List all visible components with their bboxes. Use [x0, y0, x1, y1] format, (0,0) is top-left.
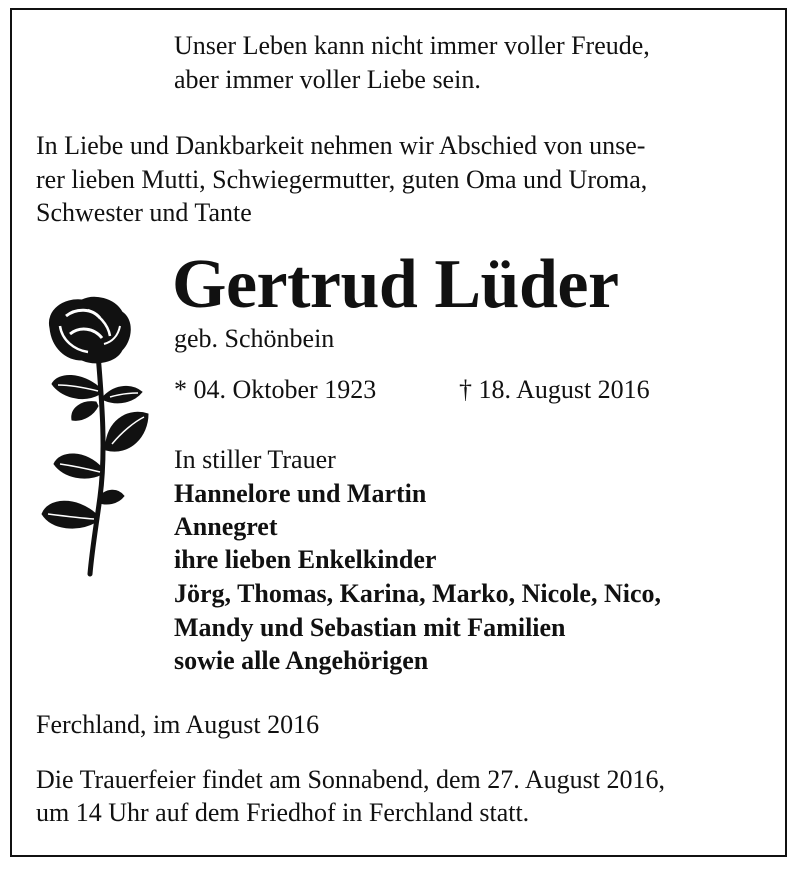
- mourners-intro: In stiller Trauer: [174, 445, 336, 474]
- mourner-line: Annegret: [174, 512, 278, 541]
- death-date: † 18. August 2016: [459, 375, 650, 404]
- mourner-line: ihre lieben Enkelkinder: [174, 545, 437, 574]
- mourner-line: sowie alle Angehörigen: [174, 646, 429, 675]
- mourner-line: Mandy und Sebastian mit Familien: [174, 613, 566, 642]
- birth-date: * 04. Oktober 1923: [174, 375, 377, 404]
- funeral-line-2: um 14 Uhr auf dem Friedhof in Ferchland statt.: [36, 798, 530, 827]
- intro-line-2: rer lieben Mutti, Schwiegermutter, guten Oma und Uroma,: [36, 165, 648, 194]
- funeral-line-1: Die Trauerfeier findet am Sonnabend, dem 27. August 2016,: [36, 765, 665, 794]
- intro-line-3: Schwester und Tante: [36, 198, 252, 227]
- rose-icon: [36, 292, 151, 577]
- place-date: Ferchland, im August 2016: [36, 710, 320, 739]
- birth-name: geb. Schönbein: [174, 324, 335, 353]
- deceased-name: Gertrud Lüder: [172, 246, 619, 323]
- motto-line-2: aber immer voller Liebe sein.: [174, 65, 481, 94]
- intro-line-1: In Liebe und Dankbarkeit nehmen wir Abschied von unse-: [36, 131, 646, 160]
- mourner-line: Hannelore und Martin: [174, 479, 427, 508]
- mourner-line: Jörg, Thomas, Karina, Marko, Nicole, Nico,: [174, 579, 661, 608]
- motto-line-1: Unser Leben kann nicht immer voller Freude,: [174, 31, 650, 60]
